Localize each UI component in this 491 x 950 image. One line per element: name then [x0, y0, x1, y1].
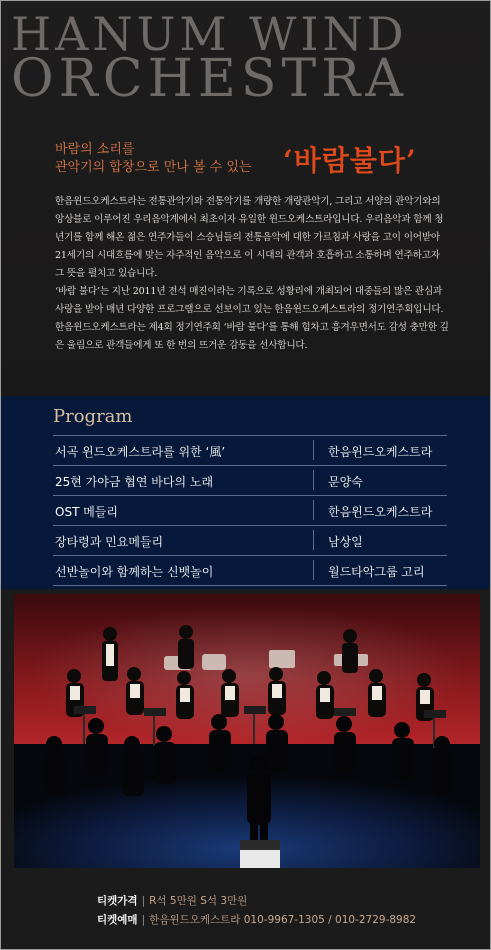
program-performer: 한음윈드오케스트라	[328, 445, 433, 459]
divider	[313, 440, 314, 460]
program-heading: Program	[53, 406, 133, 427]
lead-line-2: 관악기의 합창으로 만나 볼 수 있는	[55, 160, 252, 175]
ticket-booking-row	[97, 912, 416, 927]
title-line-2: ORCHESTRA	[11, 49, 408, 109]
lead-line-1: 바람의 소리를	[55, 142, 135, 157]
concert-title: ‘바람불다’	[283, 144, 417, 177]
lead-text	[55, 141, 251, 177]
divider	[313, 500, 314, 520]
program-performer: 문양숙	[328, 475, 363, 489]
program-performer: 한음윈드오케스트라	[328, 505, 433, 519]
orchestra-photo	[14, 594, 480, 868]
program-row	[53, 435, 447, 465]
program-performer: 남상일	[328, 535, 363, 549]
divider	[313, 470, 314, 490]
program-piece: 선반놀이와 함께하는 신뱃놀이	[55, 565, 214, 579]
poster-header	[1, 1, 490, 396]
program-piece: OST 메들리	[55, 505, 118, 519]
ticket-booking-label: 티켓예매	[97, 914, 138, 926]
program-section	[1, 396, 490, 589]
ticket-info	[1, 871, 490, 949]
ticket-booking-value: 한음윈드오케스트라 010-9967-1305 / 010-2729-8982	[149, 914, 417, 926]
ticket-price-row	[97, 893, 247, 908]
program-list	[53, 435, 447, 586]
separator: |	[141, 895, 146, 907]
divider	[313, 560, 314, 580]
separator: |	[141, 914, 146, 926]
program-piece: 서곡 윈드오케스트라를 위한 ‘風’	[55, 445, 226, 459]
orchestra-photo-art	[14, 594, 480, 868]
program-piece: 25현 가야금 협연 바다의 노래	[55, 475, 214, 489]
intro-paragraph-1: 한음윈드오케스트라는 전통관악기와 전통악기를 개량한 개량관악기, 그리고 서양의 관악기와의 앙상블로 이루어진 우리음악계에서 최초이자 유일한 윈드오케스트라입니다. 우리음악과 함께 청년기를 함께 해온 젊은 연주가들이 스승님들의 전통음악에 대한 가르침과 사랑을 고이 이어받아 21세기의 시대흐름에 맞는 자주적인 음악으로 이 시대의 관객과 호흡하고 소통하며 연주하고자 그 뜻을 펼치고 있습니다.	[55, 196, 444, 279]
intro-paragraph-3: 한음윈드오케스트라는 제4회 정기연주회 ‘바람 불다’를 통해 힘차고 흥겨우면서도 감성 충만한 깊은 울림으로 관객들에게 또 한 번의 뜨거운 감동을 선사합니다.	[55, 322, 449, 351]
intro-paragraph-2: ‘바람 불다’는 지난 2011년 전석 매진이라는 기록으로 성황리에 개최되어 대중들의 많은 관심과 사랑을 받아 매년 다양한 프로그램으로 선보이고 있는 한음윈드오케스트라의 정기연주회입니다.	[55, 286, 444, 315]
program-row	[53, 495, 447, 525]
program-row	[53, 465, 447, 495]
program-row	[53, 555, 447, 586]
title-line-1: HANUM WIND	[11, 7, 408, 61]
program-piece: 장타령과 민요메들리	[55, 535, 164, 549]
program-performer: 월드타악그룹 고리	[328, 565, 425, 579]
program-row	[53, 525, 447, 555]
divider	[313, 530, 314, 550]
ticket-price-value: R석 5만원 S석 3만원	[149, 895, 248, 907]
ticket-price-label: 티켓가격	[97, 895, 138, 907]
intro-text	[55, 193, 450, 355]
